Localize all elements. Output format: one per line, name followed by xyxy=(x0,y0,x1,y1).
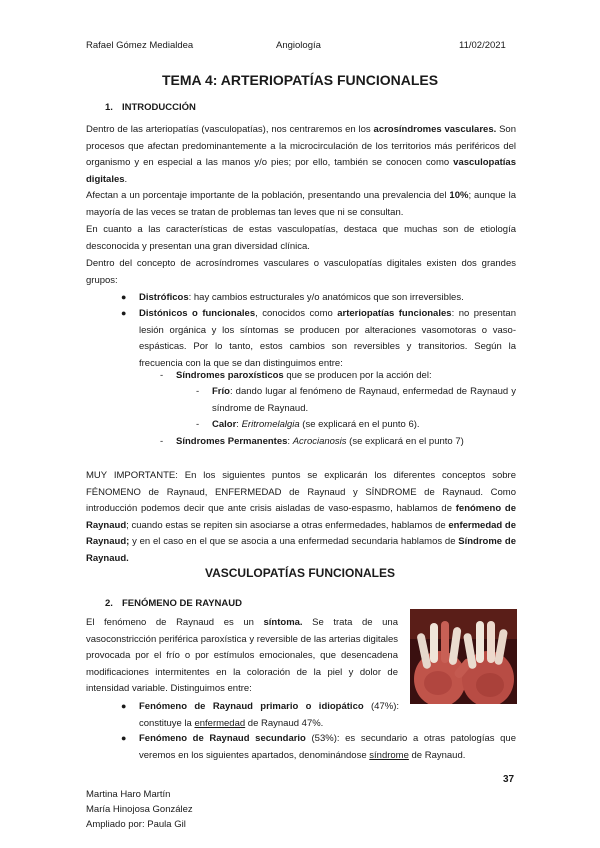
page-number: 37 xyxy=(503,774,515,785)
section-number: 1. xyxy=(105,102,113,113)
section-number: 2. xyxy=(105,598,113,609)
raynaud-paragraph: El fenómeno de Raynaud es un síntoma. Se trata de una vasoconstricción periférica paroxística y reversible de las arterias digitales provocada por el frío o por estímulos emocionales, que desencadena modificaciones intermitentes en la coloración de la piel y dolor de intensidad variable. Distinguimos entre: xyxy=(86,617,399,694)
page-title: TEMA 4: ARTERIOPATÍAS FUNCIONALES xyxy=(161,72,439,88)
section-heading-intro: INTRODUCCIÓN xyxy=(122,102,196,113)
section-subtitle: VASCULOPATÍAS FUNCIONALES xyxy=(204,566,395,580)
important-note: MUY IMPORTANTE: En los siguientes puntos se explicarán los diferentes conceptos sobre FÉNOMENO de Raynaud, ENFERMEDAD de Raynaud y SÍNDROME de Raynaud. Como introducción podemos decir que ante crisis aisladas de vaso-espasmo, hablamos de fenómeno de Raynaud; cuando estas se repiten sin asociarse a otras enfermedades, hablamos de enfermedad de Raynaud; y en el caso en el que se asocia a una enfermedad secundaria hablamos de Síndrome de Raynaud. xyxy=(86,470,517,564)
footer-author-1: Martina Haro Martín xyxy=(86,789,171,800)
list-item-calor: Calor: Eritromelalgia (se explicará en el punto 6). xyxy=(212,419,420,430)
bullet-icon: ● xyxy=(121,733,127,743)
list-item-raynaud-secundario: Fenómeno de Raynaud secundario (53%): es secundario a otras patologías que veremos en los siguientes apartados, denominándose síndrome de Raynaud. xyxy=(139,733,516,761)
section-heading-raynaud: FENÓMENO DE RAYNAUD xyxy=(122,598,242,609)
list-item-distroficos: Distróficos: hay cambios estructurales y/o anatómicos que son irreversibles. xyxy=(139,292,464,303)
dash-icon: - xyxy=(160,370,164,381)
header-author: Rafael Gómez Medialdea xyxy=(86,40,194,51)
bullet-icon: ● xyxy=(121,701,127,711)
list-item-permanentes: Síndromes Permanentes: Acrocianosis (se explicará en el punto 7) xyxy=(176,436,464,447)
bullet-icon: ● xyxy=(121,292,127,302)
header-date: 11/02/2021 xyxy=(459,40,506,51)
dash-icon: - xyxy=(196,419,200,430)
header-subject: Angiología xyxy=(276,40,321,51)
bullet-icon: ● xyxy=(121,308,127,318)
intro-paragraph-2: Afectan a un porcentaje importante de la población, presentando una prevalencia del 10%; aunque la mayoría de las veces se tratan de problemas tan leves que ni se consultan. xyxy=(86,190,516,218)
raynaud-hands-photo xyxy=(410,609,517,704)
intro-paragraph-4: Dentro del concepto de acrosíndromes vasculares o vasculopatías digitales existen dos grandes grupos: xyxy=(86,258,516,286)
footer-author-2: María Hinojosa González xyxy=(86,804,193,815)
dash-icon: - xyxy=(160,436,164,447)
hands-illustration xyxy=(410,609,517,704)
list-item-raynaud-primario: Fenómeno de Raynaud primario o idiopático (47%): constituye la enfermedad de Raynaud 47%. xyxy=(139,701,400,729)
list-item-frio: Frío: dando lugar al fenómeno de Raynaud, enfermedad de Raynaud y síndrome de Raynaud. xyxy=(212,386,516,414)
dash-icon: - xyxy=(196,386,200,397)
list-item-paroxisticos: Síndromes paroxísticos que se producen por la acción del: xyxy=(176,370,432,381)
list-item-distonicos: Distónicos o funcionales, conocidos como arteriopatías funcionales: no presentan lesión orgánica y los síntomas se producen por alteraciones vasomotoras o vaso-espásticas. Por lo tanto, estos cambios son reversibles y transitorios. Según la frecuencia con la que se dan distinguimos entre: xyxy=(139,308,516,369)
intro-paragraph-3: En cuanto a las características de estas vasculopatías, destaca que muchas son de etiología desconocida y presentan una gran diversidad clínica. xyxy=(86,224,516,252)
intro-paragraph-1: Dentro de las arteriopatías (vasculopatías), nos centraremos en los acrosíndromes vasculares. Son procesos que afectan predominantemente a la microcirculación de los territorios más periféricos del organismo y en especial a las manos y/o pies; por ello, también se conocen como vasculopatías digitales. xyxy=(86,124,516,185)
footer-author-3: Ampliado por: Paula Gil xyxy=(86,819,186,830)
